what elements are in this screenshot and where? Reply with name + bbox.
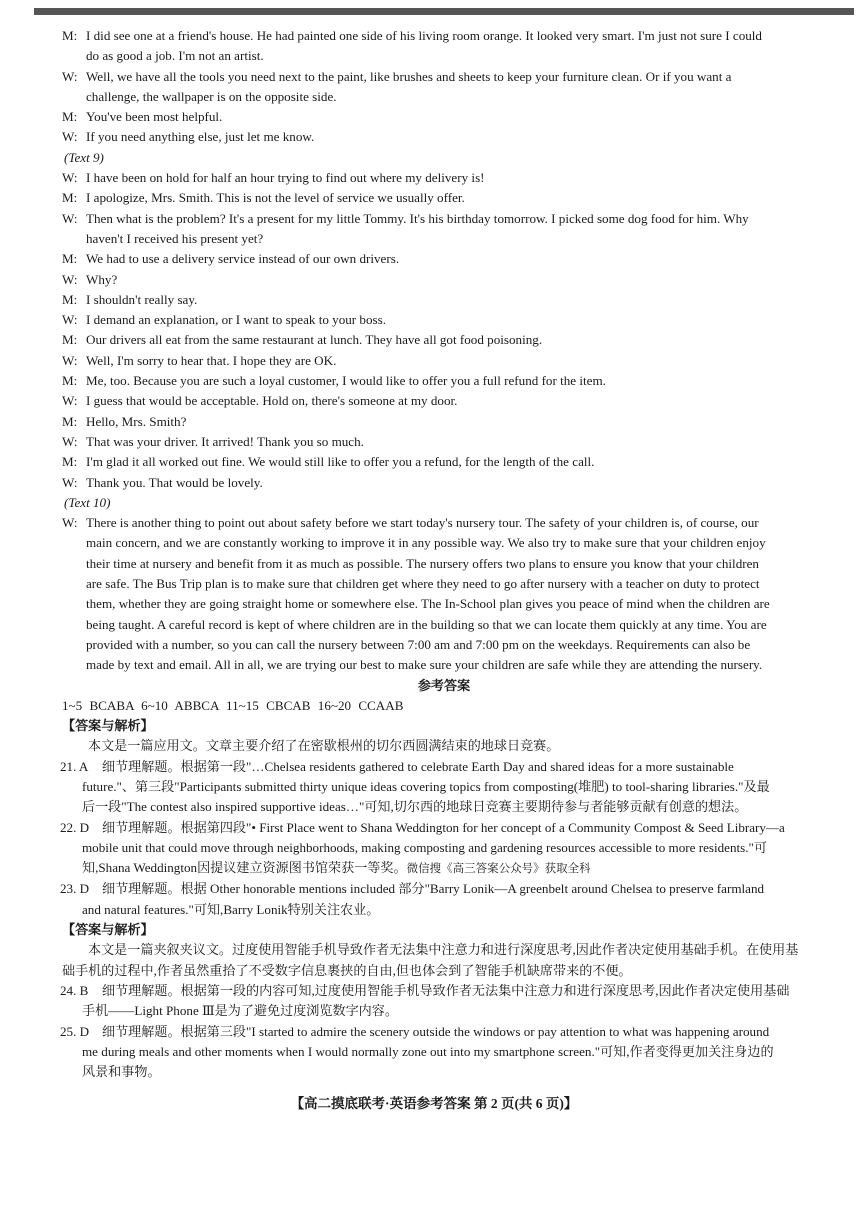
dialogue-turn [62,270,826,290]
speaker-label: W: [62,68,78,84]
explanation-continuation [62,858,826,879]
dialogue-continuation: provided with a number, so you can call the nursery between 7:00 am and 7:00 pm on the weekdays. Requirements can also be [86,636,751,652]
speaker-label: W: [62,352,78,368]
dialogue-continuation: their time at nursery and benefit from it as much as possible. The nursery offers two plans to ensure you know that your children [86,555,759,571]
question-number: 21. A [60,758,89,774]
text9-dialogue [62,168,826,493]
dialogue-turn [62,351,826,371]
dialogue-line: I did see one at a friend's house. He had painted one side of his living room orange. It looked very smart. I'm just not sure I could [86,28,762,43]
section-intro: 本文是一篇应用文。文章主要介绍了在密歇根州的切尔西圆满结束的地球日竞赛。 [88,738,560,754]
page-footer: 【高二摸底联考·英语参考答案 第 2 页(共 6 页)】 [290,1096,578,1111]
dialogue-line: Why? [86,271,118,287]
dialogue-continuation: haven't I received his present yet? [86,230,264,246]
speaker-label: W: [62,515,78,531]
section-heading: 【答案与解析】 [62,922,154,938]
dialogue-line: I demand an explanation, or I want to speak to your boss. [86,312,386,328]
question-number: 23. D [60,881,90,897]
explanation-line: 细节理解题。根据第四段"• First Place went to Shana Weddington for her concept of a Community Compost & Seed Library—a [102,819,785,835]
text10-label: (Text 10) [64,494,111,510]
dialogue-turn [62,168,826,188]
document-page [62,26,826,1082]
dialogue-line: I shouldn't really say. [86,291,198,307]
dialogue-line: I have been on hold for half an hour trying to find out where my delivery is! [86,170,485,186]
dialogue-turn [62,452,826,472]
dialogue-line: Then what is the problem? It's a present for my little Tommy. It's his birthday tomorrow. I picked some dog food for him. Why [86,210,749,226]
dialogue-turn [62,330,826,350]
speaker-label: M: [62,291,78,307]
dialogue-turn [62,290,826,310]
dialogue-turn [62,249,826,269]
dialogue-line: That was your driver. It arrived! Thank you so much. [86,433,364,449]
explanation-continuation: future."、第三段"Participants submitted thirty unique ideas covering topics from composting(堆肥) to tool-sharing libraries."及最 [82,778,770,794]
speaker-label: W: [62,433,78,449]
question-explanation [62,879,826,899]
question-number: 24. B [60,982,89,998]
dialogue-continuation: do as good a job. I'm not an artist. [86,48,264,64]
dialogue-continuation: challenge, the wallpaper is on the opposite side. [86,88,337,104]
explanation-line: 细节理解题。根据 Other honorable mentions included 部分"Barry Lonik—A greenbelt around Chelsea to preserve farmland [102,881,765,897]
speaker-label: W: [62,210,78,226]
speaker-label: M: [62,413,78,429]
dialogue-turn [62,371,826,391]
scan-top-border [34,8,854,15]
explanation-line: 细节理解题。根据第三段"I started to admire the scenery outside the windows or pay attention to what was happening around [102,1023,770,1039]
dialogue-line: I'm glad it all worked out fine. We would still like to offer you a refund, for the length of the call. [86,454,595,470]
watermark-note: 微信搜《高三答案公众号》获取全科 [406,863,591,876]
speaker-label: M: [62,332,78,348]
dialogue-line: There is another thing to point out about safety before we start today's nursery tour. The safety of your children is, of course, our [86,515,759,531]
dialogue-line: I apologize, Mrs. Smith. This is not the level of service we usually offer. [86,190,465,206]
dialogue-continuation: made by text and email. All in all, we are trying our best to make sure your children are safe while they are attending the nursery. [86,657,763,673]
speaker-label: W: [62,393,78,409]
speaker-label: W: [62,474,78,490]
question-number: 25. D [60,1023,90,1039]
dialogue-line: Me, too. Because you are such a loyal customer, I would like to offer you a full refund for the item. [86,373,606,389]
explanation-line: 知,Shana Weddington因提议建立资源图书馆荣获一等奖。 [82,860,407,876]
speaker-label: M: [62,454,78,470]
speaker-label: W: [62,271,78,287]
question-number: 22. D [60,819,90,835]
dialogue-continuation: being taught. A careful record is kept of where children are in the building so that we can locate them quickly at any time. You are [86,616,767,632]
speaker-label: W: [62,312,78,328]
question-explanation [62,757,826,777]
dialogue-continuation: main concern, and we are constantly working to improve it in any possible way. We also try to make sure that your children enjoy [86,535,766,551]
text10-monologue [62,513,826,675]
answer-heading: 参考答案 [417,677,471,693]
text8-dialogue [62,26,826,148]
speaker-label: M: [62,373,78,389]
dialogue-turn [62,412,826,432]
dialogue-turn [62,391,826,411]
speaker-label: M: [62,190,78,206]
dialogue-line: Hello, Mrs. Smith? [86,413,187,429]
speaker-label: M: [62,251,78,267]
question-explanation [62,818,826,838]
speaker-label: W: [62,170,78,186]
explanation-line: 细节理解题。根据第一段的内容可知,过度使用智能手机导致作者无法集中注意力和进行深度思考,因此作者决定使用基础 [102,982,790,998]
dialogue-turn [62,127,826,147]
speaker-label: M: [62,28,78,43]
dialogue-line: I guess that would be acceptable. Hold on, there's someone at my door. [86,393,458,409]
explanation-continuation: and natural features."可知,Barry Lonik特别关注农业。 [82,901,380,917]
dialogue-line: Our drivers all eat from the same restaurant at lunch. They have all got food poisoning. [86,332,543,348]
dialogue-continuation: are safe. The Bus Trip plan is to make sure that children get where they need to go after nursery with a teacher on duty to protect [86,576,760,592]
explanation-continuation: me during meals and other moments when I would normally zone out into my smartphone screen."可知,作者变得更加关注身边的 [82,1043,774,1059]
dialogue-line: Well, we have all the tools you need next to the paint, like brushes and sheets to keep your furniture clean. Or if you want a [86,68,732,84]
section-heading: 【答案与解析】 [62,718,154,734]
dialogue-turn [62,107,826,127]
dialogue-line: If you need anything else, just let me know. [86,129,315,145]
dialogue-line: We had to use a delivery service instead of our own drivers. [86,251,400,267]
explanation-continuation: 后一段"The contest also inspired supportive ideas…"可知,切尔西的地球日竞赛主要期待参与者能够贡献有创意的想法。 [82,799,748,815]
explanation-continuation: 风景和事物。 [82,1064,161,1080]
dialogue-turn [62,310,826,330]
dialogue-turn [62,67,826,87]
explanation-continuation: mobile unit that could move through neighborhoods, making composting and gardening resources accessible to more residents."可 [82,839,767,855]
explanation-line: 细节理解题。根据第一段"…Chelsea residents gathered to celebrate Earth Day and shared ideas for a more sustainable [102,758,734,774]
question-explanation [62,1022,826,1042]
dialogue-line: Well, I'm sorry to hear that. I hope they are OK. [86,352,337,368]
dialogue-turn [62,473,826,493]
dialogue-turn [62,513,826,533]
explanation-continuation: 手机——Light Phone Ⅲ是为了避免过度浏览数字内容。 [82,1003,398,1019]
answer-key: 1~5 BCABA 6~10 ABBCA 11~15 CBCAB 16~20 CCAAB [62,697,404,713]
dialogue-turn [62,209,826,229]
section-intro-continuation: 础手机的过程中,作者虽然重拾了不受数字信息裹挟的自由,但也体会到了智能手机缺席带来的不便。 [62,962,632,978]
dialogue-continuation: them, whether they are going straight home or somewhere else. The In-School plan gives you peace of mind when the children are [86,596,770,612]
dialogue-line: You've been most helpful. [86,109,223,125]
text9-label: (Text 9) [64,149,104,165]
section-intro: 本文是一篇夹叙夹议文。过度使用智能手机导致作者无法集中注意力和进行深度思考,因此作者决定使用基础手机。在使用基 [88,942,799,958]
dialogue-turn [62,26,826,46]
speaker-label: W: [62,129,78,145]
dialogue-turn [62,188,826,208]
dialogue-line: Thank you. That would be lovely. [86,474,263,490]
speaker-label: M: [62,109,78,125]
dialogue-turn [62,432,826,452]
question-explanation [62,981,826,1001]
